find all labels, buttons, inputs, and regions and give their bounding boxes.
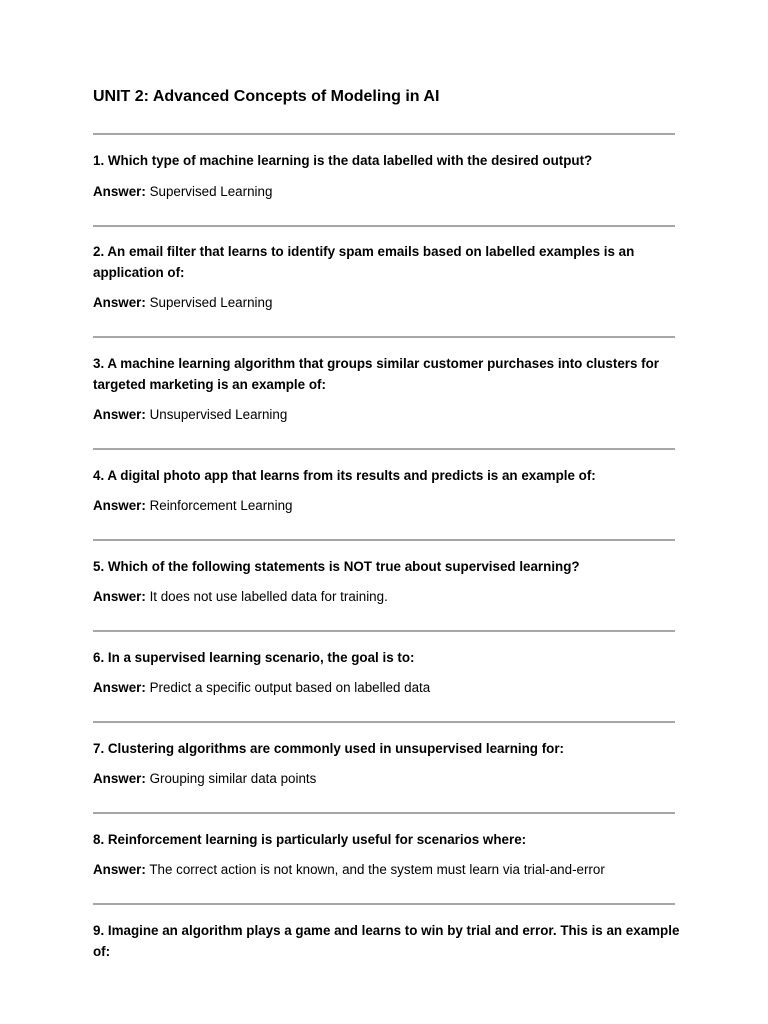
answer-7 xyxy=(93,768,683,789)
answer-3 xyxy=(93,404,683,425)
answer-text: The correct action is not known, and the system must learn via trial-and-error xyxy=(149,862,605,877)
divider xyxy=(93,539,675,541)
divider xyxy=(93,903,675,905)
answer-text: Predict a specific output based on labelled data xyxy=(149,680,431,695)
divider xyxy=(93,812,675,814)
document-title: UNIT 2: Advanced Concepts of Modeling in AI xyxy=(93,88,440,105)
answer-label: Answer: xyxy=(93,407,146,422)
answer-1 xyxy=(93,181,683,202)
question-9: 9. Imagine an algorithm plays a game and learns to win by trial and error. This is an example of: xyxy=(93,923,680,959)
question-5: 5. Which of the following statements is NOT true about supervised learning? xyxy=(93,559,580,574)
answer-5 xyxy=(93,586,683,607)
question-4: 4. A digital photo app that learns from its results and predicts is an example of: xyxy=(93,468,596,483)
question-8: 8. Reinforcement learning is particularly useful for scenarios where: xyxy=(93,832,527,847)
answer-label: Answer: xyxy=(93,184,146,199)
divider xyxy=(93,336,675,338)
answer-8 xyxy=(93,859,683,880)
question-1: 1. Which type of machine learning is the data labelled with the desired output? xyxy=(93,153,593,168)
divider xyxy=(93,225,675,227)
answer-6 xyxy=(93,677,683,698)
answer-text: Supervised Learning xyxy=(149,295,273,310)
divider xyxy=(93,448,675,450)
answer-label: Answer: xyxy=(93,680,146,695)
answer-text: Unsupervised Learning xyxy=(149,407,288,422)
answer-label: Answer: xyxy=(93,295,146,310)
question-3: 3. A machine learning algorithm that groups similar customer purchases into clusters for targeted marketing is an example of: xyxy=(93,356,660,392)
answer-text: Grouping similar data points xyxy=(149,771,317,786)
answer-4 xyxy=(93,495,683,516)
question-6: 6. In a supervised learning scenario, the goal is to: xyxy=(93,650,415,665)
divider xyxy=(93,133,675,135)
answer-2 xyxy=(93,292,683,313)
divider xyxy=(93,630,675,632)
answer-text: Supervised Learning xyxy=(149,184,273,199)
answer-text: It does not use labelled data for training. xyxy=(149,589,388,604)
answer-text: Reinforcement Learning xyxy=(149,498,293,513)
question-7: 7. Clustering algorithms are commonly used in unsupervised learning for: xyxy=(93,741,565,756)
answer-label: Answer: xyxy=(93,498,146,513)
answer-label: Answer: xyxy=(93,862,146,877)
question-2: 2. An email filter that learns to identify spam emails based on labelled examples is an application of: xyxy=(93,244,635,280)
answer-label: Answer: xyxy=(93,771,146,786)
answer-label: Answer: xyxy=(93,589,146,604)
divider xyxy=(93,721,675,723)
